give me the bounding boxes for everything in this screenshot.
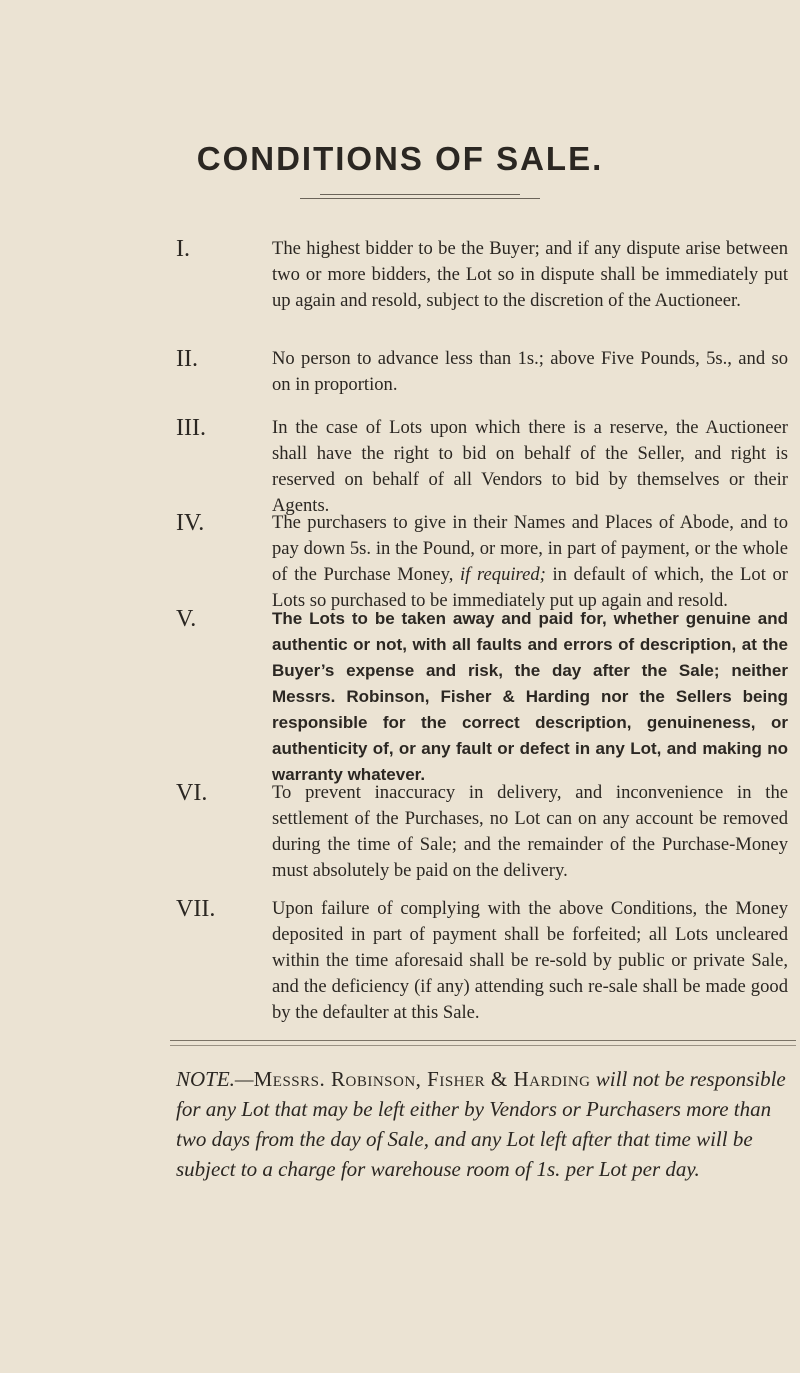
condition-numeral: VII. xyxy=(176,896,216,922)
condition-numeral: V. xyxy=(176,606,197,632)
condition-text xyxy=(272,510,788,614)
condition-numeral: I. xyxy=(176,236,190,262)
note-label: NOTE.— xyxy=(176,1067,254,1091)
condition-text-emphasis: if required; xyxy=(460,564,546,585)
note-firm-name: Messrs. Robinson, Fisher & Harding xyxy=(253,1067,591,1091)
condition-numeral: II. xyxy=(176,346,198,372)
section-divider xyxy=(170,1040,796,1041)
note-paragraph xyxy=(176,1064,788,1184)
condition-text: The Lots to be taken away and paid for, whether genuine and authentic or not, with all faults and errors of description, at the Buyer’s expense and risk, the day after the Sale; neither Messrs. Robinson, Fisher & Harding nor the Sellers being responsible for the correct description, genuineness, or authenticity of, or any fault or defect in any Lot, and making no warranty whatever. xyxy=(272,609,788,784)
condition-numeral: VI. xyxy=(176,780,208,806)
condition-text: In the case of Lots upon which there is a reserve, the Auctioneer shall have the right to bid on behalf of the Seller, and right is reserved on behalf of all Vendors to bid by themselves or their Agents. xyxy=(272,417,788,516)
condition-numeral: III. xyxy=(176,415,206,441)
condition-numeral: IV. xyxy=(176,510,205,536)
note-text: will not be responsible for any Lot that may be left either by Vendors or Purchasers more than two days from the day of Sale, and any Lot left after that time will be subject to a charge for warehouse room of 1s. per Lot per day. xyxy=(176,1067,786,1181)
section-divider-lower xyxy=(170,1045,796,1046)
title-divider xyxy=(320,194,520,195)
condition-text-part: in default of which, the Lot or Lots so purchased to be immediately put up again and resold. xyxy=(272,564,788,611)
condition-text-part: The purchasers to give in their Names and Places of Abode, and to pay down 5s. in the Pound, or more, in part of payment, or the whole of the Purchase Money, xyxy=(272,512,788,585)
condition-text: The highest bidder to be the Buyer; and if any dispute arise between two or more bidders, the Lot so in dispute shall be immediately put up again and resold, subject to the discretion of the Auctioneer. xyxy=(272,238,788,311)
title-divider-lower xyxy=(300,198,540,199)
condition-text: Upon failure of complying with the above Conditions, the Money deposited in part of payment shall be forfeited; all Lots uncleared within the time aforesaid shall be re-sold by public or private Sale, and the deficiency (if any) attending such re-sale shall be made good by the defaulter at this Sale. xyxy=(272,898,788,1023)
condition-text: To prevent inaccuracy in delivery, and inconvenience in the settlement of the Purchases, no Lot can on any account be removed during the time of Sale; and the remainder of the Purchase-Money must absolutely be paid on the delivery. xyxy=(272,782,788,881)
page-title: CONDITIONS OF SALE. xyxy=(196,140,604,177)
condition-text: No person to advance less than 1s.; above Five Pounds, 5s., and so on in proportion. xyxy=(272,348,788,395)
